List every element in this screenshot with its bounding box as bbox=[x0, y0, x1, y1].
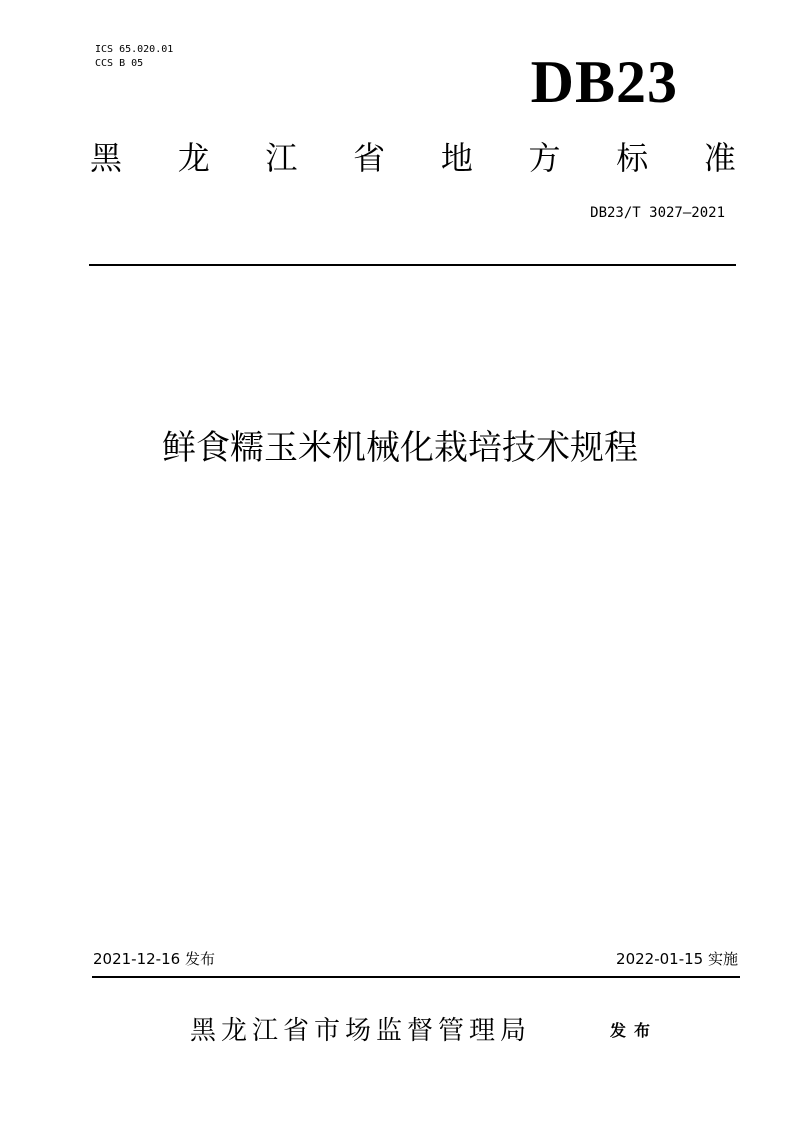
issuer-suffix: 发布 bbox=[610, 1021, 659, 1040]
ics-code: ICS 65.020.01 bbox=[95, 44, 174, 55]
standard-type-char: 龙 bbox=[177, 139, 210, 177]
standard-type-char: 江 bbox=[265, 139, 298, 177]
classification-codes bbox=[95, 43, 173, 71]
header-divider bbox=[89, 264, 736, 266]
standard-type bbox=[90, 136, 736, 180]
standard-type-char: 省 bbox=[353, 139, 386, 177]
standard-type-char: 标 bbox=[616, 139, 649, 177]
standard-number: DB23/T 3027—2021 bbox=[590, 205, 725, 221]
standard-logo: DB23 bbox=[530, 49, 678, 115]
implement-date: 2022-01-15 实施 bbox=[616, 950, 738, 968]
standard-type-char: 地 bbox=[440, 139, 473, 177]
standard-type-char: 准 bbox=[703, 139, 736, 177]
publish-date: 2021-12-16 发布 bbox=[93, 950, 215, 968]
standard-type-char: 方 bbox=[528, 139, 561, 177]
footer-divider bbox=[92, 976, 740, 978]
ccs-code: CCS B 05 bbox=[95, 58, 144, 69]
standard-type-char: 黑 bbox=[90, 139, 123, 177]
document-title: 鲜食糯玉米机械化栽培技术规程 bbox=[162, 428, 638, 468]
issuing-authority: 黑龙江省市场监督管理局 bbox=[190, 1016, 532, 1046]
